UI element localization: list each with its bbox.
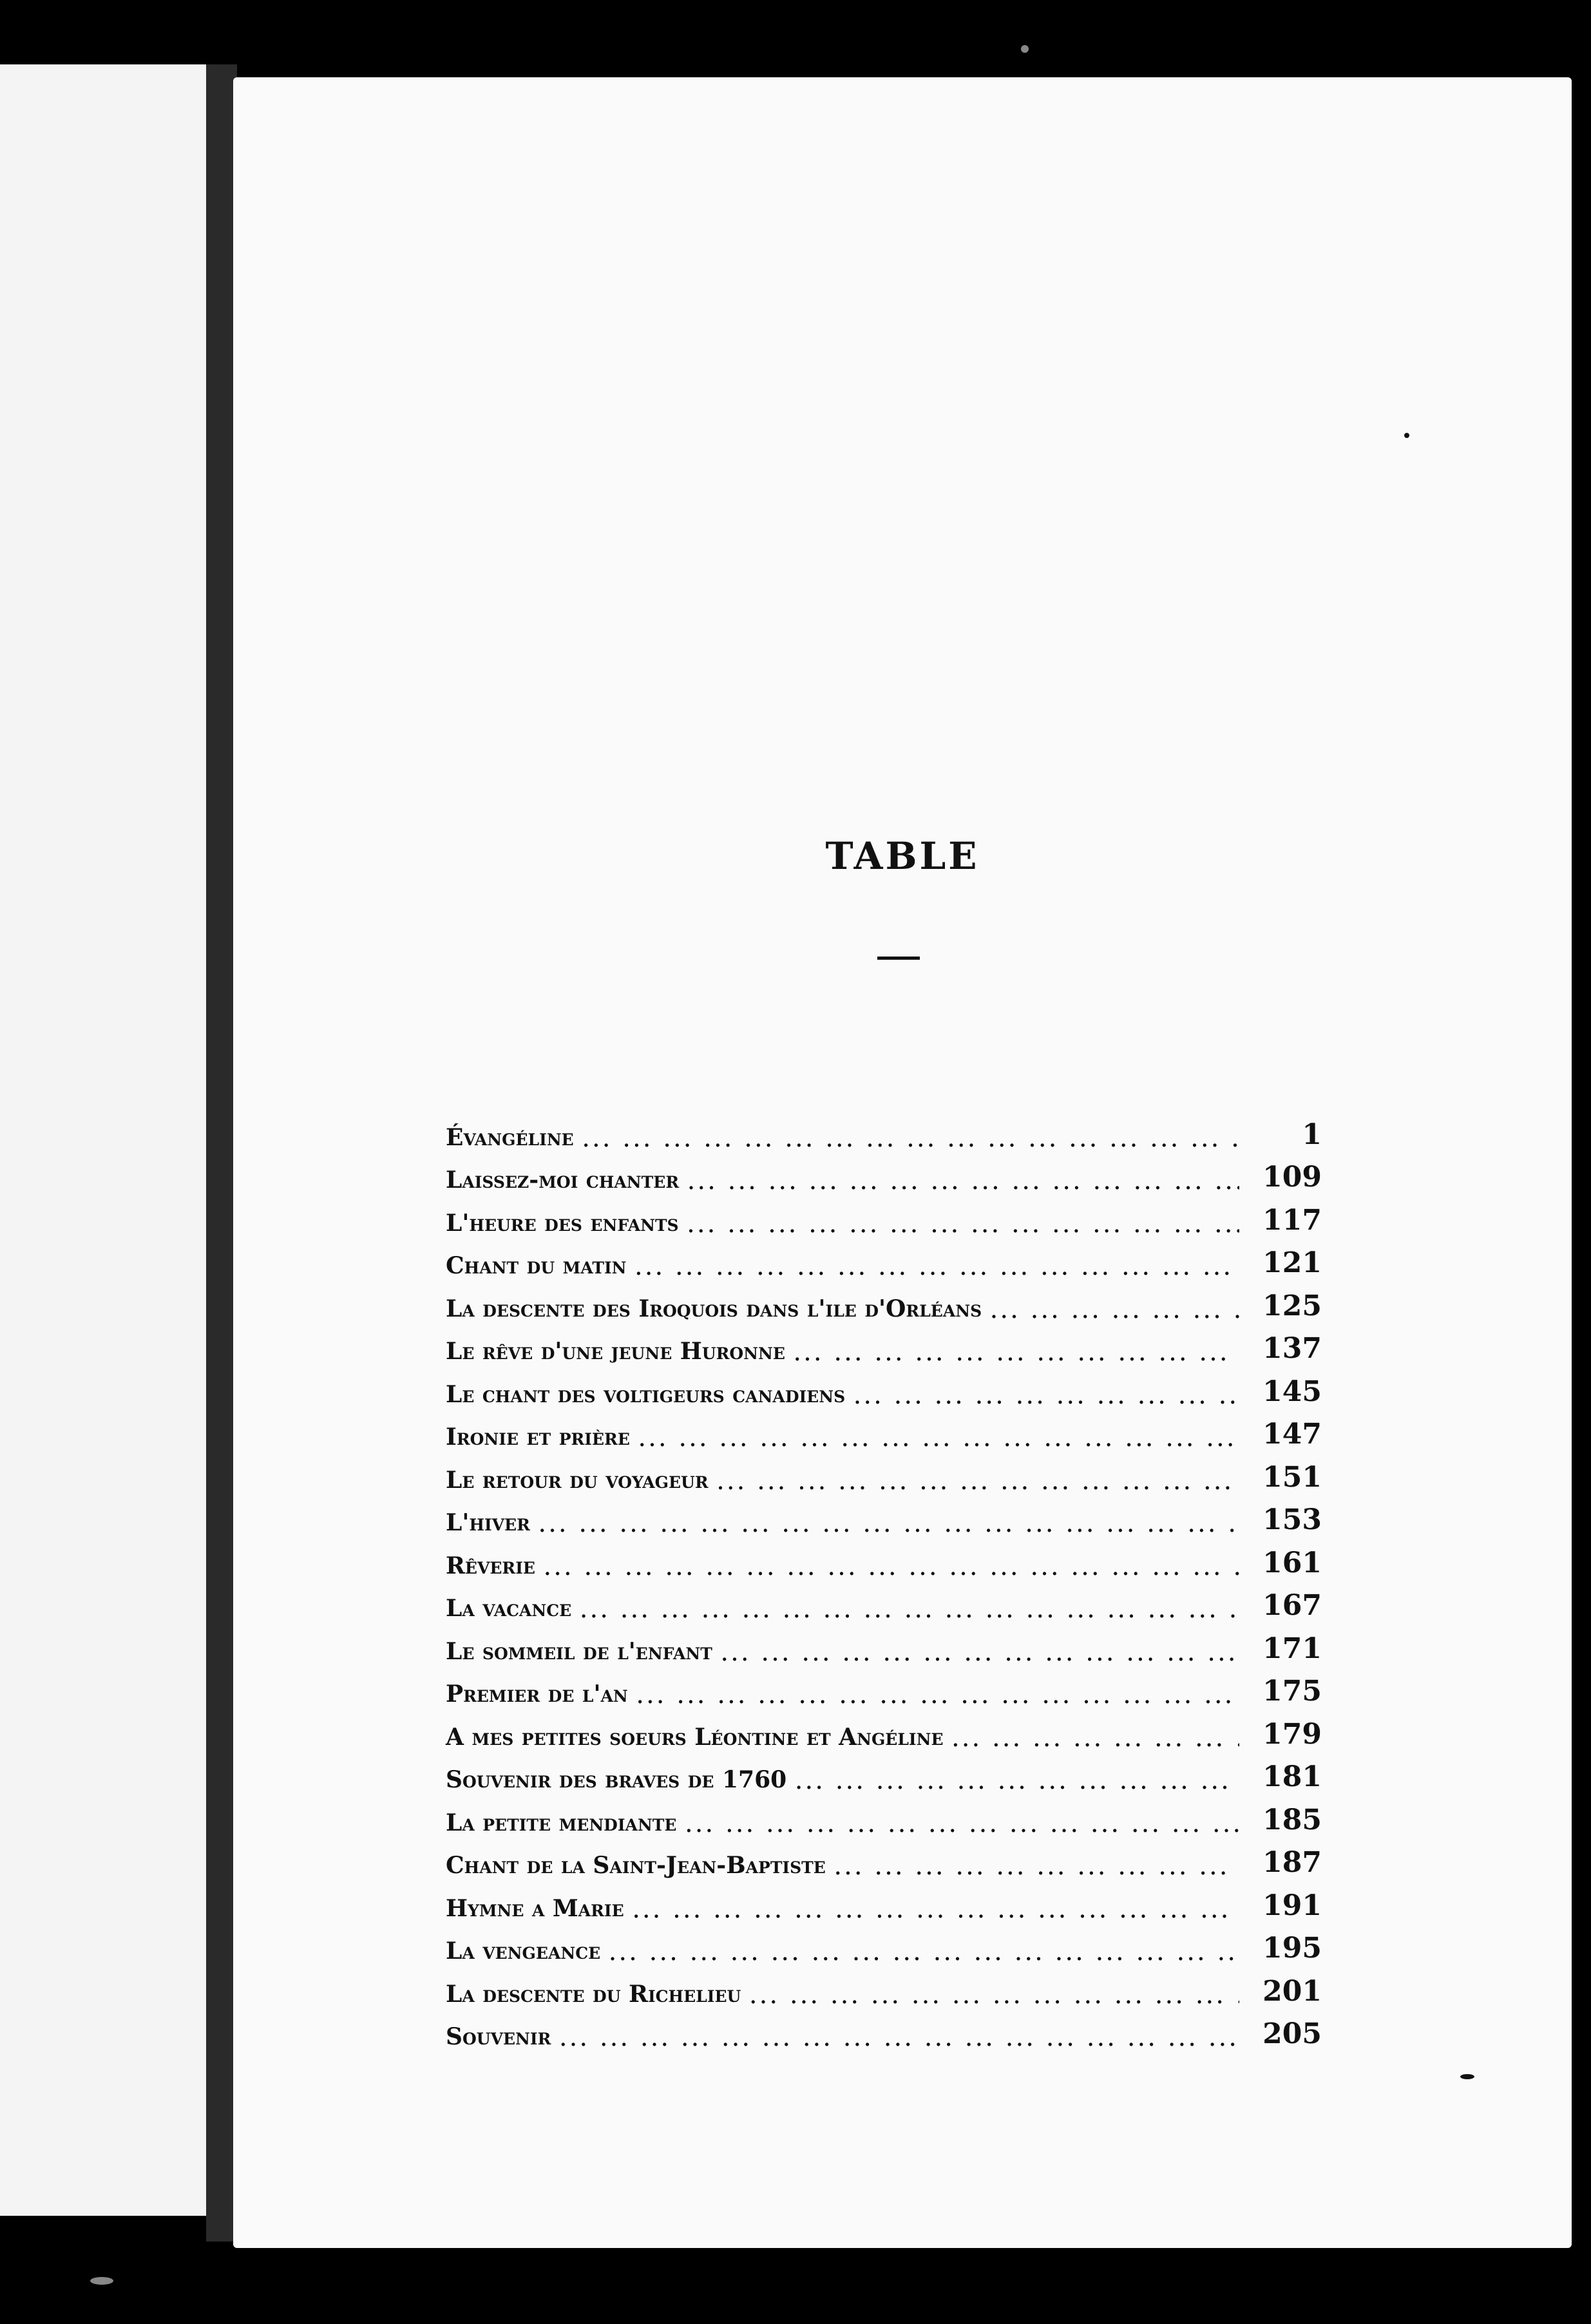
toc-entry-title: La descente du Richelieu <box>446 1980 741 2008</box>
toc-entry-title: Ironie et prière <box>446 1424 630 1451</box>
toc-leader-dots <box>718 1472 1239 1494</box>
toc-leader-dots <box>991 1301 1239 1322</box>
toc-entry-title: A mes petites soeurs Léontine et Angéline <box>446 1723 944 1751</box>
toc-entry-page: 187 <box>1262 1846 1322 1879</box>
toc-leader-dots <box>637 1686 1239 1708</box>
toc-entry-page: 1 <box>1302 1118 1322 1151</box>
toc-entry-title: Hymne a Marie <box>446 1894 624 1922</box>
toc-entry-page: 201 <box>1262 1974 1322 2008</box>
toc-leader-dots <box>835 1858 1239 1879</box>
toc-entry-title: Le sommeil de l'enfant <box>446 1637 712 1665</box>
title-rule <box>877 957 920 960</box>
toc-entry-title: L'heure des enfants <box>446 1209 679 1237</box>
paper-speck <box>1460 2074 1474 2079</box>
toc-leader-dots <box>539 1515 1239 1536</box>
toc-entry-title: Évangéline <box>446 1123 574 1151</box>
toc-entry-page: 121 <box>1262 1246 1322 1279</box>
toc-entry-title: Laissez-moi chanter <box>446 1167 680 1194</box>
toc-entry-page: 125 <box>1262 1289 1322 1322</box>
toc-leader-dots <box>721 1644 1239 1665</box>
toc-entry <box>446 1365 1322 1408</box>
toc-leader-dots <box>544 1558 1239 1579</box>
toc-entry <box>446 1194 1322 1237</box>
toc-entry-title: Chant du matin <box>446 1252 627 1279</box>
toc-entry <box>446 1622 1322 1665</box>
toc-leader-dots <box>854 1387 1239 1408</box>
toc-entry-title: Le retour du voyageur <box>446 1466 709 1494</box>
toc-entry-page: 117 <box>1262 1203 1322 1237</box>
toc-leader-dots <box>685 1815 1239 1836</box>
toc-entry-title: Premier de l'an <box>446 1681 628 1708</box>
toc-entry-page: 205 <box>1262 2017 1322 2050</box>
toc-entry-title: La petite mendiante <box>446 1809 677 1836</box>
toc-entry-page: 109 <box>1262 1161 1322 1194</box>
toc-leader-dots <box>796 1772 1239 1793</box>
toc-entry-page: 145 <box>1262 1375 1322 1408</box>
paper-speck <box>90 2277 113 2285</box>
left-page-edge <box>0 64 206 2216</box>
toc-entry-title: Rêverie <box>446 1552 535 1579</box>
toc-entry <box>446 1237 1322 1280</box>
toc-leader-dots <box>639 1429 1239 1451</box>
toc-entry <box>446 1836 1322 1880</box>
toc-leader-dots <box>794 1344 1239 1365</box>
toc-leader-dots <box>583 1130 1239 1151</box>
toc-entry-page: 151 <box>1262 1460 1322 1494</box>
toc-entry-title: Le chant des voltigeurs canadiens <box>446 1380 846 1408</box>
page-title: TABLE <box>825 834 980 878</box>
toc-entry <box>446 1751 1322 1794</box>
toc-entry <box>446 1665 1322 1708</box>
toc-entry-title: La vengeance <box>446 1938 601 1965</box>
toc-entry-title: Souvenir des braves de 1760 <box>446 1766 787 1793</box>
toc-entry-page: 191 <box>1262 1889 1322 1922</box>
toc-entry <box>446 2008 1322 2051</box>
toc-leader-dots <box>580 1601 1239 1622</box>
toc-entry <box>446 1451 1322 1494</box>
toc-leader-dots <box>560 2029 1239 2050</box>
toc-entry-title: Chant de la Saint-Jean-Baptiste <box>446 1852 826 1879</box>
paper-speck <box>1404 433 1409 438</box>
toc-leader-dots <box>688 1215 1239 1237</box>
toc-entry-page: 161 <box>1262 1546 1322 1579</box>
toc-entry-title: Souvenir <box>446 2023 551 2050</box>
toc-entry <box>446 1965 1322 2008</box>
table-of-contents <box>446 1108 1322 2050</box>
toc-entry-page: 185 <box>1262 1803 1322 1836</box>
toc-entry <box>446 1579 1322 1623</box>
toc-entry-title: Le rêve d'une jeune Huronne <box>446 1338 785 1365</box>
toc-leader-dots <box>633 1901 1239 1922</box>
toc-entry <box>446 1279 1322 1322</box>
toc-entry <box>446 1793 1322 1836</box>
toc-leader-dots <box>750 1986 1239 2008</box>
toc-entry-title: La vacance <box>446 1595 572 1622</box>
toc-entry-page: 179 <box>1262 1717 1322 1751</box>
toc-entry-page: 181 <box>1262 1760 1322 1793</box>
toc-entry <box>446 1151 1322 1194</box>
toc-entry-title: L'hiver <box>446 1509 530 1536</box>
toc-entry <box>446 1708 1322 1751</box>
toc-leader-dots <box>688 1172 1239 1194</box>
toc-entry <box>446 1408 1322 1451</box>
toc-entry-page: 137 <box>1262 1332 1322 1365</box>
toc-entry <box>446 1322 1322 1366</box>
toc-entry-page: 153 <box>1262 1503 1322 1536</box>
toc-entry-page: 195 <box>1262 1932 1322 1965</box>
toc-entry-page: 171 <box>1262 1632 1322 1665</box>
toc-entry <box>446 1879 1322 1922</box>
toc-entry <box>446 1494 1322 1537</box>
toc-entry-page: 167 <box>1262 1589 1322 1622</box>
book-page <box>233 77 1572 2248</box>
toc-entry <box>446 1108 1322 1151</box>
toc-entry-page: 175 <box>1262 1675 1322 1708</box>
toc-entry <box>446 1536 1322 1579</box>
toc-entry <box>446 1922 1322 1965</box>
book-spine <box>206 64 237 2242</box>
paper-speck <box>1021 45 1029 53</box>
toc-entry-page: 147 <box>1262 1418 1322 1451</box>
toc-leader-dots <box>953 1729 1239 1751</box>
toc-leader-dots <box>609 1943 1239 1965</box>
toc-entry-title: La descente des Iroquois dans l'ile d'Orléans <box>446 1295 982 1322</box>
toc-leader-dots <box>636 1258 1239 1279</box>
